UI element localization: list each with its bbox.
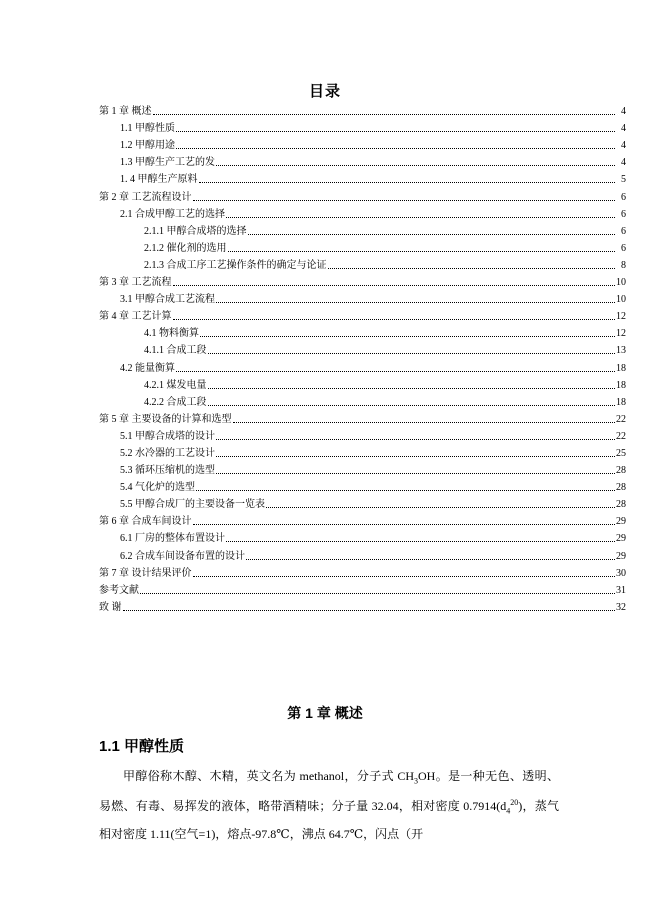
toc-entry-page: 6	[621, 191, 626, 203]
toc-leader-dots	[199, 182, 616, 183]
toc-entry-label: 5.4 气化炉的选型	[120, 482, 195, 494]
toc-entry-page: 6	[621, 225, 626, 237]
toc-title: 目录	[308, 83, 341, 100]
toc-entry[interactable]	[99, 289, 626, 306]
toc-entry-page: 18	[616, 379, 626, 391]
toc-entry-page: 4	[621, 140, 626, 152]
toc-entry[interactable]	[99, 306, 626, 323]
toc-entry[interactable]	[99, 101, 626, 118]
toc-leader-dots	[216, 165, 615, 166]
subscript-4: 4	[506, 806, 511, 816]
toc-entry-page: 18	[616, 362, 626, 374]
toc-entry[interactable]	[99, 511, 626, 528]
toc-entry[interactable]	[99, 409, 626, 426]
toc-leader-dots	[266, 507, 615, 508]
toc-entry-page: 5	[621, 174, 626, 186]
para-text-3: )，蒸气相对密度 1.11(空气=1)，熔点-97.8℃，沸点 64.7℃，闪点（开	[99, 799, 560, 841]
toc-entry-page: 18	[616, 396, 626, 408]
toc-entry-page: 6	[621, 208, 626, 220]
toc-entry[interactable]	[99, 340, 626, 357]
toc-entry[interactable]	[99, 545, 626, 562]
toc-entry-label: 2.1.2 催化剂的选用	[144, 242, 227, 254]
toc-leader-dots	[226, 541, 615, 542]
toc-entry-label: 1.2 甲醇用途	[120, 140, 175, 152]
table-of-contents	[99, 101, 626, 614]
toc-leader-dots	[246, 559, 615, 560]
toc-leader-dots	[208, 405, 616, 406]
toc-leader-dots	[200, 336, 615, 337]
toc-leader-dots	[153, 114, 616, 115]
toc-entry-label: 4.2 能量衡算	[120, 362, 175, 374]
toc-entry-page: 29	[616, 516, 626, 528]
toc-leader-dots	[176, 148, 615, 149]
toc-leader-dots	[226, 217, 615, 218]
toc-entry-label: 1.1 甲醇性质	[120, 123, 175, 135]
toc-entry-label: 6.2 合成车间设备布置的设计	[120, 550, 245, 562]
toc-leader-dots	[140, 593, 615, 594]
toc-entry[interactable]	[99, 460, 626, 477]
toc-entry-page: 28	[616, 499, 626, 511]
toc-leader-dots	[216, 473, 615, 474]
toc-entry-label: 致 谢	[99, 601, 122, 613]
toc-entry-label: 4.1.1 合成工段	[144, 345, 207, 357]
toc-entry-label: 5.1 甲醇合成塔的设计	[120, 430, 215, 442]
toc-entry-page: 25	[616, 447, 626, 459]
para-text-2: OH。是一种无色、透明、易燃、有毒、易挥发的液体，略带酒精味；分子量 32.04，相对密度 0.7914(d	[99, 769, 559, 814]
toc-leader-dots	[196, 490, 615, 491]
toc-entry-label: 3.1 甲醇合成工艺流程	[120, 294, 215, 306]
section-title: 1.1 甲醇性质	[99, 738, 185, 755]
toc-entry-label: 2.1.3 合成工序工艺操作条件的确定与论证	[144, 259, 327, 271]
toc-leader-dots	[173, 319, 616, 320]
toc-entry-label: 1. 4 甲醇生产原料	[120, 174, 198, 186]
toc-entry[interactable]	[99, 375, 626, 392]
para-text-1: 甲醇俗称木醇、木精，英文名为 methanol，分子式 CH	[123, 769, 414, 783]
toc-entry-label: 6.1 厂房的整体布置设计	[120, 533, 225, 545]
body-paragraph	[99, 765, 559, 845]
toc-entry-page: 12	[616, 311, 626, 323]
toc-entry-page: 10	[616, 294, 626, 306]
toc-entry-page: 10	[616, 277, 626, 289]
toc-entry[interactable]	[99, 255, 626, 272]
toc-entry[interactable]	[99, 152, 626, 169]
toc-entry-label: 第 6 章 合成车间设计	[99, 516, 192, 528]
toc-entry-label: 4.2.2 合成工段	[144, 396, 207, 408]
toc-entry-label: 第 1 章 概述	[99, 106, 152, 118]
toc-leader-dots	[193, 524, 616, 525]
toc-leader-dots	[248, 234, 616, 235]
toc-entry-page: 8	[621, 259, 626, 271]
toc-leader-dots	[228, 251, 616, 252]
toc-entry-page: 22	[616, 413, 626, 425]
toc-entry[interactable]	[99, 118, 626, 135]
toc-entry-page: 22	[616, 430, 626, 442]
toc-entry-label: 1.3 甲醇生产工艺的发	[120, 157, 215, 169]
toc-leader-dots	[173, 285, 616, 286]
toc-leader-dots	[328, 268, 616, 269]
toc-entry[interactable]	[99, 528, 626, 545]
toc-leader-dots	[208, 388, 616, 389]
toc-entry-page: 4	[621, 123, 626, 135]
toc-leader-dots	[193, 576, 616, 577]
toc-entry[interactable]	[99, 221, 626, 238]
toc-entry-label: 5.5 甲醇合成厂的主要设备一览表	[120, 499, 265, 511]
toc-entry-page: 4	[621, 106, 626, 118]
chapter-title: 第 1 章 概述	[287, 705, 363, 721]
toc-entry[interactable]	[99, 443, 626, 460]
toc-entry-page: 12	[616, 328, 626, 340]
toc-entry-label: 第 5 章 主要设备的计算和选型	[99, 413, 232, 425]
toc-entry-page: 6	[621, 242, 626, 254]
subscript-3: 3	[414, 776, 418, 786]
toc-entry[interactable]	[99, 169, 626, 186]
toc-entry[interactable]	[99, 135, 626, 152]
toc-entry-page: 29	[616, 533, 626, 545]
toc-entry[interactable]	[99, 204, 626, 221]
toc-entry-label: 第 4 章 工艺计算	[99, 311, 172, 323]
toc-entry-page: 31	[616, 584, 626, 596]
toc-entry-page: 4	[621, 157, 626, 169]
toc-entry-label: 第 7 章 设计结果评价	[99, 567, 192, 579]
toc-leader-dots	[216, 302, 615, 303]
toc-entry-page: 29	[616, 550, 626, 562]
toc-entry-label: 参考文献	[99, 584, 139, 596]
toc-entry[interactable]	[99, 597, 626, 614]
toc-entry[interactable]	[99, 494, 626, 511]
toc-entry-label: 2.1 合成甲醇工艺的选择	[120, 208, 225, 220]
toc-entry-label: 第 2 章 工艺流程设计	[99, 191, 192, 203]
toc-entry[interactable]	[99, 238, 626, 255]
toc-entry[interactable]	[99, 323, 626, 340]
toc-entry[interactable]	[99, 477, 626, 494]
toc-entry-page: 28	[616, 482, 626, 494]
superscript-20: 20	[510, 798, 519, 808]
toc-entry[interactable]	[99, 272, 626, 289]
toc-entry[interactable]	[99, 426, 626, 443]
toc-entry[interactable]	[99, 357, 626, 374]
toc-leader-dots	[216, 439, 615, 440]
toc-entry[interactable]	[99, 392, 626, 409]
toc-leader-dots	[123, 610, 616, 611]
toc-leader-dots	[176, 371, 615, 372]
toc-entry-page: 28	[616, 465, 626, 477]
toc-entry-label: 4.1 物料衡算	[144, 328, 199, 340]
toc-leader-dots	[193, 200, 616, 201]
toc-leader-dots	[208, 353, 616, 354]
toc-entry-label: 第 3 章 工艺流程	[99, 277, 172, 289]
toc-entry-label: 2.1.1 甲醇合成塔的选择	[144, 225, 247, 237]
toc-leader-dots	[176, 131, 615, 132]
toc-entry-page: 30	[616, 567, 626, 579]
toc-entry-page: 13	[616, 345, 626, 357]
toc-leader-dots	[216, 456, 615, 457]
toc-entry-label: 4.2.1 煤发电量	[144, 379, 207, 391]
toc-entry[interactable]	[99, 186, 626, 203]
toc-entry[interactable]	[99, 563, 626, 580]
toc-entry-label: 5.3 循环压缩机的选型	[120, 465, 215, 477]
toc-entry[interactable]	[99, 580, 626, 597]
toc-leader-dots	[233, 422, 616, 423]
toc-entry-label: 5.2 水冷器的工艺设计	[120, 447, 215, 459]
toc-entry-page: 32	[616, 601, 626, 613]
